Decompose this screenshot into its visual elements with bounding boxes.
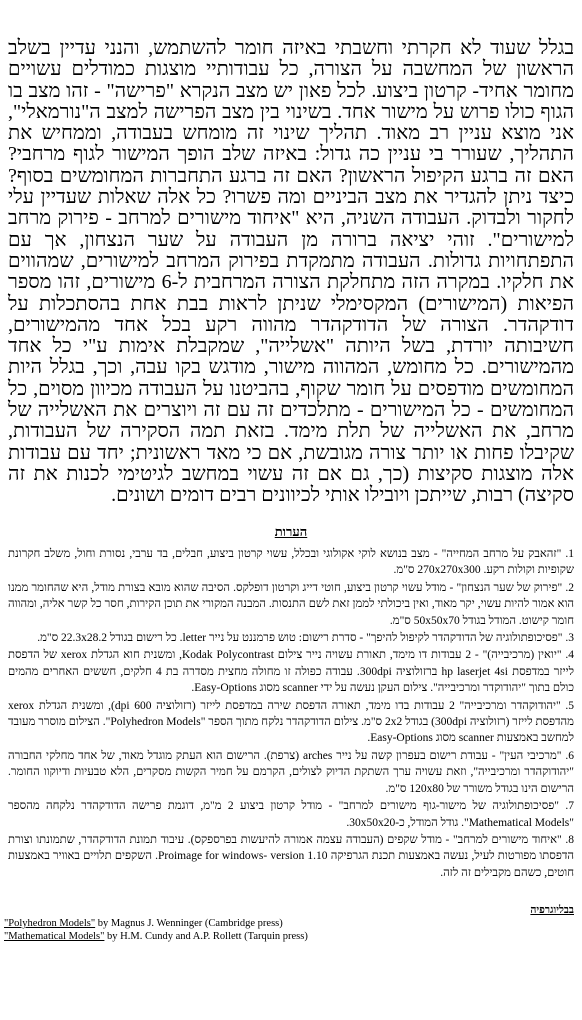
bibliography-entry [4,918,308,931]
bibliography-entry [4,931,308,944]
note-item-4: 4. "יואין (מרכיבייה)" - 2 עבודות דו מימד, תאורת עשויה נייר צילום Kodak Polycontrast, ומשנית חוא הגדלת xerox של הדפסת לייזר במדפסת hp laserjet 4si ברזולוציה 300dpi. עבודה כפולה זו מחולה מחצית מסדרה בת 4 חלקים, חששים האחרים מהמים כולם בתוך "יהודוקדר ומרכיבייה". צילום העקן נעשה על ידי scanner מסוג Easy-Options. [8,649,575,695]
body-paragraph: בגלל שעוד לא חקרתי וחשבתי באיזה חומר להשתמש, והנני עדיין בשלב הראשון של המחשבה על הצורה, כל עבודותיי מוצגות כמודלים עשויים מחומר אחיד- קרטון ביצוע. לכל פאון יש מצב הנקרא "פרישה" - זהו מצב בו הגוף כולו פרוש על מישור אחד. בשינוי בין מצב הפרישה למצב ה"נורמאלי", אני מוצא עניין רב מאוד. תהליך שינוי זה מומחש בעבודה, וממחיש את התהליך, שעורר בי עניין כה גדול: באיזה שלב הופך המישור לגוף מרחבי? האם זה ברגע הקיפול הראשון? האם זה ברגע התחברות המחומשים בסוף? כיצד ניתן להגדיר את מצב הביניים ומה פשרו? כל אלה שאלות שעדיין עלי לחקור ולבדוק. העבודה השניה, היא "איחוד מישורים למרחב - פירוק מרחב למישורים". זוהי יציאה ברורה מן העבודה על שער הנצחון, אך עם התפתחויות גדולות. העבודה מתמקדת בפירוק המרחב למישורים, שמהווים את חלקיו. במקרה הזה מתחלקת הצורה המרחבית ל-6 מישורים, זהו מספר הפיאות (המישורים) המקסימלי שניתן לראות בבת אחת בהסתכלות על דודקהדר. הצורה של הדודקהדר מהווה רקע בכל אחד מהמישורים, חשיבותה יורדת, בשל היותה "אשלייה", שמקבלת אימות ע"י כל אחד מהמישורים. כל מחומש, המהווה מישור, מודגש בקו עבה, וכך, בגלל היות המחומשים מודפסים על חומר שקוף, בהביטנו על העבודה מכיוון מסוים, כל המחומשים - כל המישורים - מתלכדים זה עם זה ויוצרים את האשלייה של מרחב, את האשלייה של תלת מימד. בזאת תמה הסקירה של העבודות, שקיבלו פחות או יותר צורה מגובשת, אם כי מאד ראשונית; יחד עם עבודות אלה מוצגות סקיצות (כך, גם אם זה עשוי במחשב לגיטימי לכנות את זה סקיצה) רבות, שייתכן ויובילו אותי לכיוונים רבים דומים ושונים. [8,37,574,507]
note-item-3: 3. "פסיכופתולוגיה של הדודקהדר לקיפול להיפך" - סדרת רישום: טוש פרמננט על נייר letter. כל רישום בגודל 22.3x28.2 ס"מ. [37,632,574,645]
bibliography-list [4,918,308,943]
bibliography-author: by H.M. Cundy and A.P. Rollett (Tarquin press) [104,930,308,942]
note-item-8: 8. "איחוד מישורים למרחב" - מודל שקפים (העבודה עצמה אמורה להיעשות בפרספקס). עיבוד תמונת הדודקהדר, שתמונתו וצורת הדפסתו מפורטות לעיל, נעשה באמצעות תכנת הגרפיקה Proimage for windows- version 1.10. השקפים תלויים באוויר באמצעות חוטים, כשהם מקבילים זה לזה. [8,833,574,879]
note-item-2: 2. "פירוק של שער הנצחון" - מודל עשוי קרטון ביצוע, חוטי דייג וקרטון דופלקס. הסיבה שהוא מובא בצורת מודל, היא שהחומר ממנו הוא אמור להיות עשוי, יקר מאוד, ואין ביכולתי לממן זאת לשם התנסות. המבנה המקורי את תוכן הקירות, חסר כל קשר אליה, ומהווה חומר קישוט. המודל בגודל 50x50x70 ס"מ. [8,581,574,627]
body-text-block [8,38,574,507]
bibliography-book-title: "Mathematical Models" [4,930,105,942]
notes-list [8,546,574,882]
note-item-5: 5. "יהודוקהדר ומרכיבייה" 2 עבודות בדו מימד, תאורה הדפסת שירה במדפסת לייזר (רזולוציה 600 dpi), ומשנית הגדלת xerox מהדפסת לייזר (רזולוציה 300dpi) בגודל 2x2 ס"מ. צילום הדודקהדר נלקח מתוך הספר "Polyhedron Models". הצילום מוסרר מעובד למחשב באמצעות scanner מסוג Easy-Options. [8,699,575,745]
note-item-1: 1. "זהאבק על מרחב המחייה" - מצב בנושא לוקי אקולוגי ובכלל, עשוי קרטון ביצוע, חבלים, בד ערבי, נסורת וחול, משלב חקרונת שקופיות וקולות רקע. 270x270x300 ס"מ. [8,548,574,577]
note-item-7: 7. "פסיכופתולוגיה של מישור-גוף מישורים למרחב" - מודל קרטון ביצוע 2 מ"מ, דוגמת פרישה הדודקהדר נלקחה מהספר "Mathematical Models". גודל המודל, כ-30x50x20. [8,800,574,829]
notes-heading: הערות [274,524,308,539]
bibliography-book-title: "Polyhedron Models" [4,918,96,929]
bibliography-heading: בבליוגרפיה [530,905,574,916]
bibliography-author: by Magnus J. Wenninger (Cambridge press) [95,918,283,929]
note-item-6: 6. "מרכיבי העין" - עבודת רישום בעפרון קשה על נייר arches (צרפת). הרישום הוא העתק מוגדל מאוד, של אחד מחלקי החבורה "יהודוקהדר ומרכיבייה", וזאת עשויה ערך השתקת הדיוק לצולים, הקרמם על חמיר הקשות מסקרים, הלא טבעיות ודיוקוו החומר. הרישום הינו בגודל משורר של 120x80 ס"מ. [8,749,574,795]
